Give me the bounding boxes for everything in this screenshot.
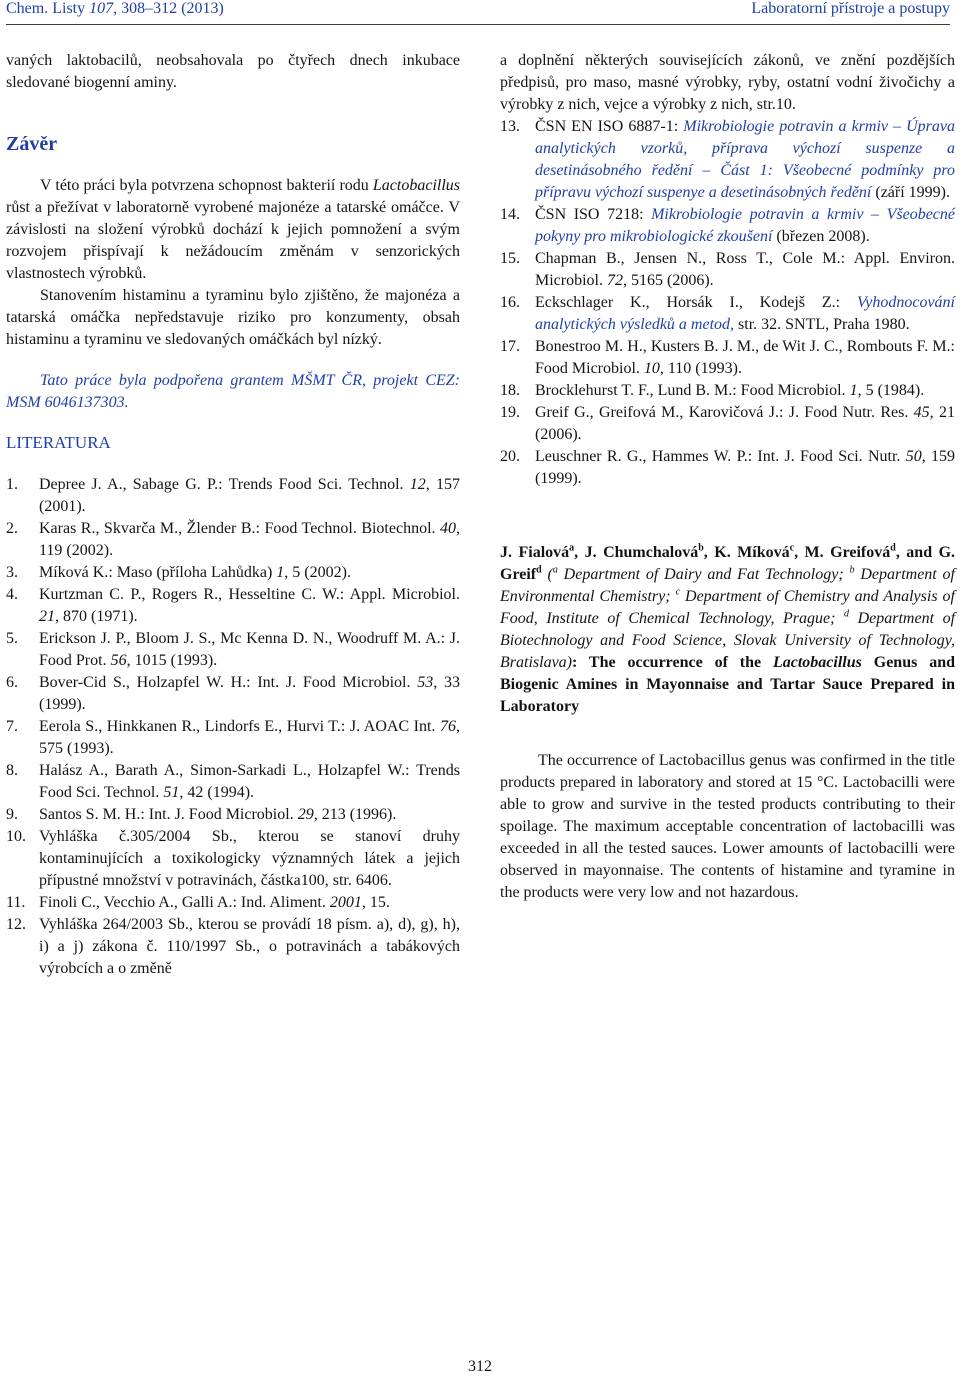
reference-item: 11. Finoli C., Vecchio A., Galli A.: Ind. Aliment. 2001, 15. (6, 894, 390, 911)
right-column (500, 50, 955, 904)
reference-item: 3. Míková K.: Maso (příloha Lahůdka) 1, 5 (2002). (6, 564, 351, 581)
reference-12-continuation: a doplnění některých souvisejících zákonů, ve znění pozdějších předpisů, pro maso, masné výrobky, ryby, ostatní vodní živočichy a výrobky z nich, vejce a výrobky z nich, str.10. (500, 52, 955, 113)
reference-list-left (6, 474, 460, 980)
reference-item: 12. Vyhláška 264/2003 Sb., kterou se provádí 18 písm. a), d), g), h), i) a j) zákona č. 110/1997 Sb., o potravinách a tabákových výrobcích a o změně (6, 916, 460, 977)
journal-citation: Chem. Listy 107, 308–312 (2013) (6, 0, 224, 17)
reference-item: 13. ČSN EN ISO 6887-1: Mikrobiologie potravin a krmiv – Úprava analytických vzorků, příprava výchozí suspenze a desetinásobného ředění – Část 1: Všeobecné podmínky pro přípravu výchozí suspenye a desetinásobných ředění (září 1999). (500, 118, 955, 201)
english-title: The occurrence of the Lactobacillus Genus and Biogenic Amines in Mayonnaise and Tartar Sauce Prepared in Laboratory (500, 654, 955, 715)
reference-item: 17. Bonestroo M. H., Kusters B. J. M., de Wit J. C., Rombouts F. M.: Food Microbiol. 10, 110 (1993). (500, 338, 955, 377)
reference-item: 18. Brocklehurst T. F., Lund B. M.: Food Microbiol. 1, 5 (1984). (500, 382, 925, 399)
english-summary-header: J. Fialová$^a$, J. Chumchalová$^b$, K. Míková$^c$, M. Greifová$^d$, and G. Greif$^d$ ($^a$ Department of Dairy and Fat Technology; $^b$ Department of Environmental Chemistry; $^c$ Department of Chemistry and Analysis of Food, Institute of Chemical Technology, Prague; $^d$ Department of Biotechnology and Food Science, Slovak University of Technology, Bratislava): The occurrence of the Lactobacillus Genus and Biogenic Amines in Mayonnaise and Tartar Sauce Prepared in Laboratory (500, 542, 956, 715)
reference-item: 19. Greif G., Greifová M., Karovičová J.: J. Food Nutr. Res. 45, 21 (2006). (500, 404, 955, 443)
page-number: 312 (468, 1358, 492, 1375)
reference-item: 1. Depree J. A., Sabage G. P.: Trends Food Sci. Technol. 12, 157 (2001). (6, 476, 461, 515)
intro-paragraph: vaných laktobacilů, neobsahovala po čtyřech dnech inkubace sledované biogenní aminy. (6, 52, 460, 91)
section-title: Laboratorní přístroje a postupy (751, 0, 950, 17)
reference-item: 20. Leuschner R. G., Hammes W. P.: Int. J. Food Sci. Nutr. 50, 159 (1999). (500, 448, 955, 487)
english-abstract: The occurrence of Lactobacillus genus was confirmed in the title products prepared in laboratory and stored at 15 °C. Lactobacilli were able to grow and survive in the tested products contributing to their spoilage. The maximum acceptable concentration of lactobacilli was exceeded in all the tested sauces. Lower amounts of lactobacilli were observed in mayonnaise. The contents of histamine and tyramine in the products were very low and not hazardous. (500, 752, 955, 901)
left-column (6, 50, 460, 980)
reference-item: 10. Vyhláška č.305/2004 Sb., kterou se stanoví druhy kontaminujících a toxikologicky významných látek a jejich přípustné množství v potravinách, částka100, str. 6406. (6, 828, 460, 889)
reference-item: 14. ČSN ISO 7218: Mikrobiologie potravin a krmiv – Všeobecné pokyny pro mikrobiologické zkoušení (březen 2008). (500, 206, 955, 245)
reference-item: 5. Erickson J. P., Bloom J. S., Mc Kenna D. N., Woodruff M. A.: J. Food Prot. 56, 1015 (1993). (6, 630, 460, 669)
reference-item: 2. Karas R., Skvarča M., Žlender B.: Food Technol. Biotechnol. 40, 119 (2002). (6, 520, 460, 559)
reference-item: 7. Eerola S., Hinkkanen R., Lindorfs E., Hurvi T.: J. AOAC Int. 76, 575 (1993). (6, 718, 460, 757)
reference-item: 4. Kurtzman C. P., Rogers R., Hesseltine C. W.: Appl. Microbiol. 21, 870 (1971). (6, 586, 460, 625)
conclusion-paragraph-1: V této práci byla potvrzena schopnost bakterií rodu Lactobacillus růst a přežívat v laboratorně vyrobené majonéze a tatarské omáčce. V závislosti na složení výrobků dochází k jejich pomnožení a svým rozvojem přispívají k nežádoucím změnám v senzorických vlastnostech výrobků. (6, 177, 460, 282)
conclusion-heading: Závěr (6, 133, 58, 155)
literature-heading: LITERATURA (6, 433, 111, 452)
reference-list-right (500, 116, 955, 490)
running-head (6, 0, 950, 25)
reference-item: 6. Bover-Cid S., Holzapfel W. H.: Int. J. Food Microbiol. 53, 33 (1999). (6, 674, 461, 713)
reference-item: 15. Chapman B., Jensen N., Ross T., Cole M.: Appl. Environ. Microbiol. 72, 5165 (2006). (500, 250, 955, 289)
reference-item: 9. Santos S. M. H.: Int. J. Food Microbiol. 29, 213 (1996). (6, 806, 397, 823)
conclusion-paragraph-2: Stanovením histaminu a tyraminu bylo zjištěno, že majonéza a tatarská omáčka nepředstavuje riziko pro konzumenty, obsah histaminu a tyraminu ve sledovaných omáčkách byl nízký. (6, 287, 460, 348)
acknowledgement: Tato práce byla podpořena grantem MŠMT ČR, projekt CEZ: MSM 6046137303. (6, 372, 460, 411)
reference-item: 8. Halász A., Barath A., Simon-Sarkadi L., Holzapfel W.: Trends Food Sci. Technol. 51, 42 (1994). (6, 762, 460, 801)
reference-item: 16. Eckschlager K., Horsák I., Kodejš Z.: Vyhodnocování analytických výsledků a metod, str. 32. SNTL, Praha 1980. (500, 294, 955, 333)
